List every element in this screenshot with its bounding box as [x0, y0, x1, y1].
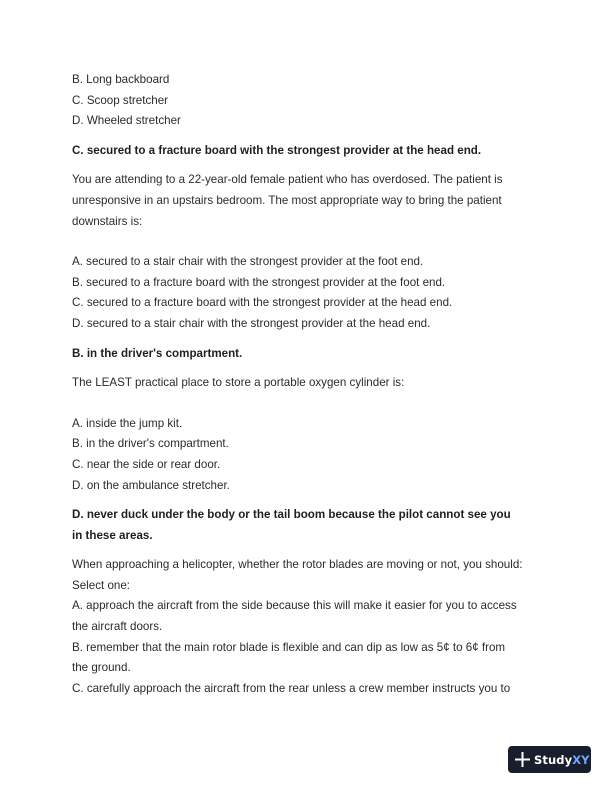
- answer-q3: B. in the driver's compartment.: [72, 346, 243, 360]
- q3-option-d: D. on the ambulance stretcher.: [72, 478, 230, 492]
- q4-option-b-line1: B. remember that the main rotor blade is flexible and can dip as low as 5¢ to 6¢ from: [72, 640, 506, 654]
- studyxy-logo: [508, 746, 591, 773]
- plus-icon: [515, 752, 530, 767]
- select-one-label: Select one:: [72, 578, 131, 592]
- q3-option-b: B. in the driver's compartment.: [72, 437, 229, 451]
- q4-option-c-line1: C. carefully approach the aircraft from the rear unless a crew member instructs you to: [72, 681, 511, 695]
- q3-option-a: A. inside the jump kit.: [72, 416, 183, 430]
- brand-name: StudyXY: [534, 752, 590, 767]
- q2-option-d: D. secured to a stair chair with the strongest provider at the head end.: [72, 316, 431, 330]
- q2-option-c: C. secured to a fracture board with the strongest provider at the head end.: [72, 296, 453, 310]
- q2-option-a: A. secured to a stair chair with the strongest provider at the foot end.: [72, 255, 424, 269]
- option-c-scoop-stretcher: C. Scoop stretcher: [72, 93, 169, 107]
- answer-q4-line2: in these areas.: [72, 528, 153, 542]
- option-d-wheeled-stretcher: D. Wheeled stretcher: [72, 114, 181, 128]
- document-page: [72, 70, 547, 699]
- q2-option-b: B. secured to a fracture board with the strongest provider at the foot end.: [72, 275, 446, 289]
- answer-q4-line1: D. never duck under the body or the tail boom because the pilot cannot see you: [72, 508, 511, 522]
- question-q4: When approaching a helicopter, whether the rotor blades are moving or not, you should:: [72, 558, 523, 572]
- answer-q2: C. secured to a fracture board with the strongest provider at the head end.: [72, 143, 482, 157]
- q4-option-a-line1: A. approach the aircraft from the side because this will make it easier for you to access: [72, 599, 517, 613]
- q4-option-a-line2: the aircraft doors.: [72, 620, 163, 634]
- question-q2: You are attending to a 22-year-old female patient who has overdosed. The patient is unresponsive in an upstairs bedroom. The most appropriate way to bring the patient downstairs is:: [72, 173, 503, 228]
- option-b-long-backboard: B. Long backboard: [72, 73, 170, 86]
- question-q3: The LEAST practical place to store a portable oxygen cylinder is:: [72, 376, 405, 390]
- q3-option-c: C. near the side or rear door.: [72, 457, 221, 471]
- q4-option-b-line2: the ground.: [72, 661, 131, 675]
